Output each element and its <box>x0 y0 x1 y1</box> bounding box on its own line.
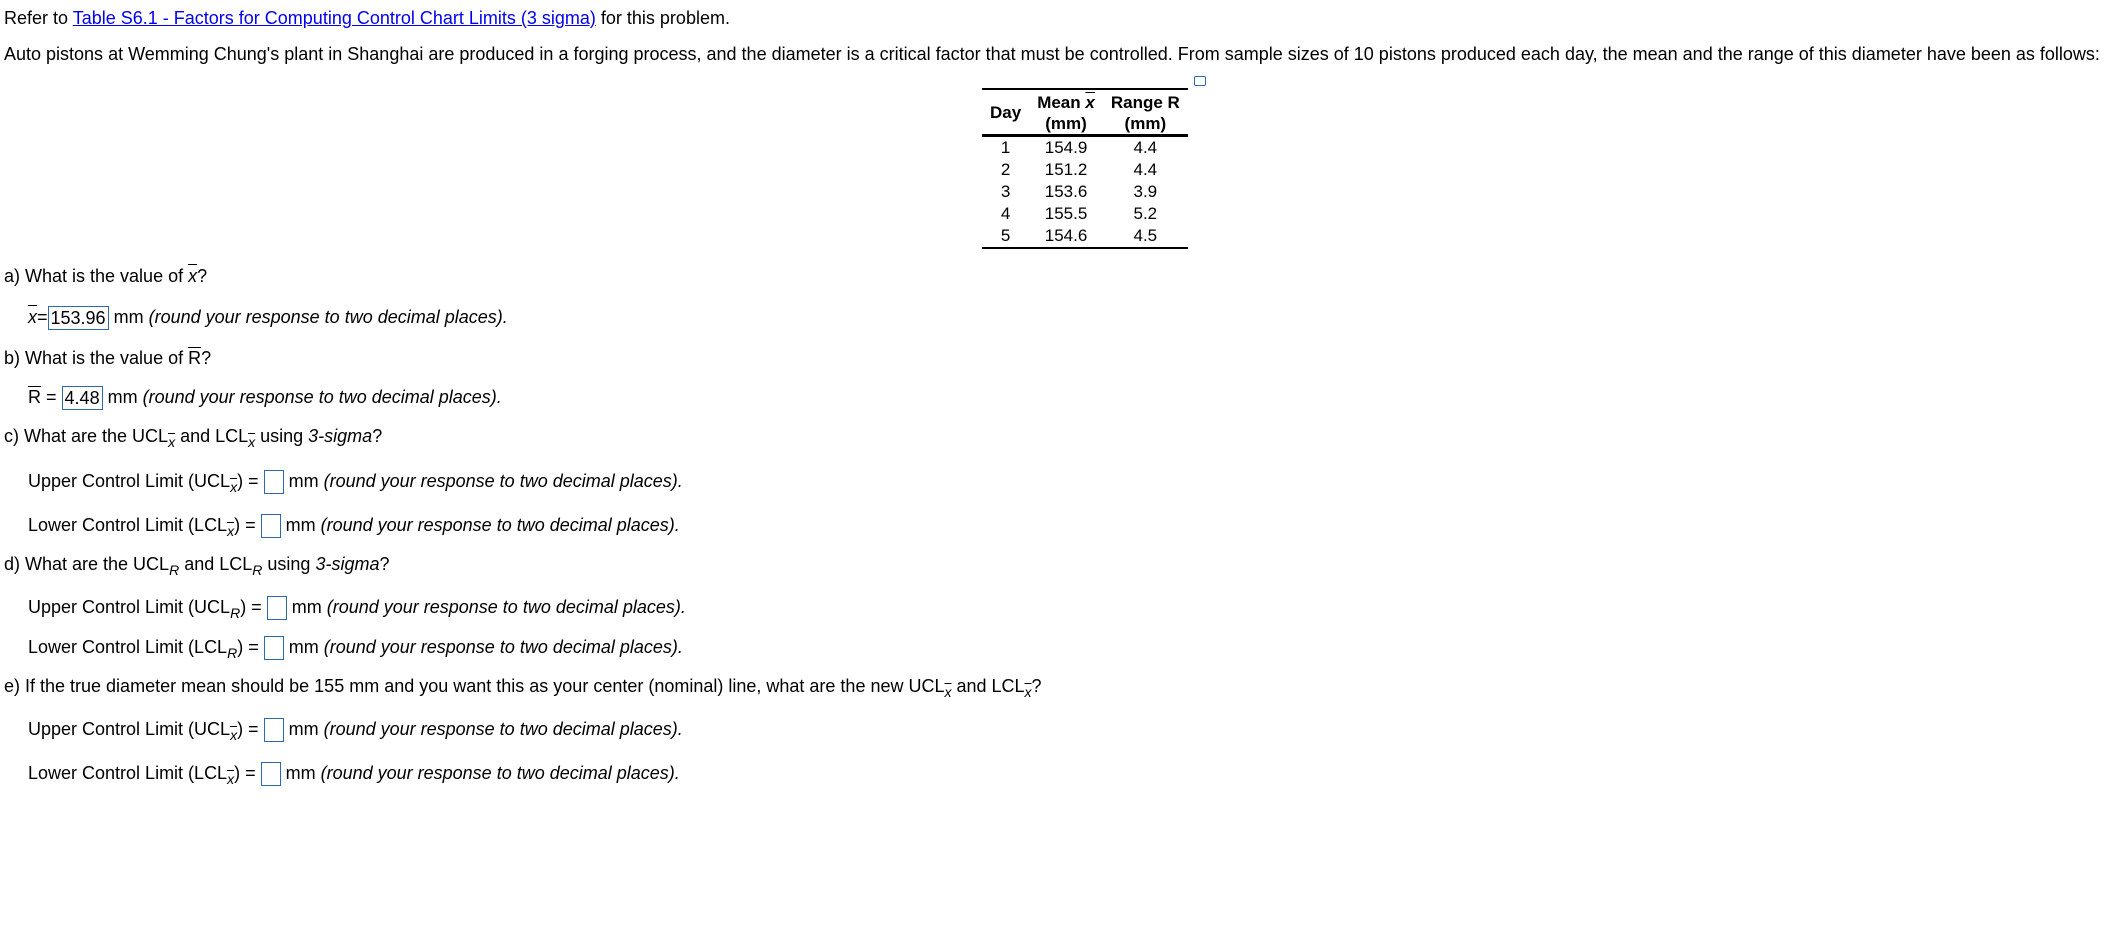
cell-mean: 151.2 <box>1044 160 1088 179</box>
answer-d-ucl-row: Upper Control Limit $(UCL_R)$ = mm (round your response to two decimal places). <box>28 596 686 621</box>
ucl-x-input[interactable] <box>264 470 284 494</box>
cell-range: 4.4 <box>1133 160 1158 179</box>
cell-range: 4.4 <box>1133 138 1158 157</box>
question-c: c) What are the $UCL_{\overline{x}}$ and $LCL_{\overline{x}}$ using 3-sigma? <box>4 426 383 450</box>
col-header-range-unit: (mm) <box>1124 114 1167 133</box>
lcl-r-input[interactable] <box>264 636 284 660</box>
table-row <box>982 225 1188 248</box>
cell-mean: 154.6 <box>1044 226 1088 245</box>
cell-day: 2 <box>1000 160 1011 179</box>
table-s6-1-link[interactable]: Table S6.1 - Factors for Computing Control Chart Limits (3 sigma) <box>72 8 596 28</box>
answer-e-ucl-row: Upper Control Limit $(UCL_{\overline{x}})$ = mm (round your response to two decimal places). <box>28 718 683 743</box>
cell-range: 3.9 <box>1133 182 1158 201</box>
cell-range: 4.5 <box>1133 226 1158 245</box>
answer-e-lcl-row: Lower Control Limit $(LCL_{\overline{x}})$ = mm (round your response to two decimal places). <box>28 762 680 787</box>
table-row <box>982 203 1188 225</box>
table-row <box>982 136 1188 160</box>
answer-b-input[interactable]: 4.48 <box>62 386 103 410</box>
table-row <box>982 181 1188 203</box>
cell-mean: 153.6 <box>1044 182 1088 201</box>
rbar-label: $\overline{R}$ <box>28 386 41 407</box>
question-e: e) If the true diameter mean should be 155 mm and you want this as your center (nominal) line, what are the new $UCL_{\overline{x}}$ and $LCL_{\overline{x}}$? <box>4 676 1042 700</box>
answer-a-input[interactable]: 153.96 <box>48 306 109 330</box>
new-lcl-x-input[interactable] <box>261 762 281 786</box>
data-table <box>982 88 1188 249</box>
cell-day: 1 <box>1000 138 1011 157</box>
ucl-r-input[interactable] <box>267 596 287 620</box>
col-header-mean-unit: (mm) <box>1045 114 1087 133</box>
problem-text: Auto pistons at Wemming Chung's plant in Shanghai are produced in a forging process, and the diameter is a critical factor that must be controlled. From sample sizes of 10 pistons produced each day, the mean and the range of this diameter have been as follows: <box>4 44 2100 64</box>
cell-day: 3 <box>1000 182 1011 201</box>
intro-line <box>4 8 730 29</box>
intro-suffix: for this problem. <box>595 8 730 28</box>
question-a: a) What is the value of x? <box>4 266 208 286</box>
question-d: d) What are the $UCL_R$ and $LCL_R$ using 3-sigma? <box>4 554 390 578</box>
col-header-day: Day <box>982 89 1029 136</box>
col-header-mean: Mean $\overline{x}$ <box>1037 93 1095 112</box>
table-row <box>982 159 1188 181</box>
cell-day: 5 <box>1000 226 1011 245</box>
new-ucl-x-input[interactable] <box>264 718 284 742</box>
cell-mean: 155.5 <box>1044 204 1088 223</box>
col-header-range: Range R <box>1110 93 1180 112</box>
answer-a-row: x= 153.96 mm (round your response to two decimal places). <box>28 306 508 328</box>
answer-c-ucl-row: Upper Control Limit $(UCL_{\overline{x}})$ = mm (round your response to two decimal places). <box>28 470 683 495</box>
intro-prefix: Refer to <box>4 8 73 28</box>
question-b: b) What is the value of $\overline{R}$? <box>4 348 212 368</box>
answer-b-row: $\overline{R} = 4.48$ mm (round your response to two decimal places). <box>28 386 502 408</box>
answer-c-lcl-row: Lower Control Limit $(LCL_{\overline{x}})$ = mm (round your response to two decimal places). <box>28 514 680 539</box>
copy-data-icon[interactable] <box>1194 70 1206 91</box>
cell-range: 5.2 <box>1133 204 1158 223</box>
answer-d-lcl-row: Lower Control Limit $(LCL_R)$ = mm (round your response to two decimal places). <box>28 636 683 661</box>
lcl-x-input[interactable] <box>261 514 281 538</box>
xbarbar-label: x <box>28 306 37 327</box>
cell-day: 4 <box>1000 204 1011 223</box>
rbar-symbol: $\overline{R}$ <box>188 348 202 368</box>
xbarbar-symbol: x <box>188 266 198 286</box>
data-table-wrapper <box>982 88 1188 249</box>
cell-mean: 154.9 <box>1044 138 1088 157</box>
